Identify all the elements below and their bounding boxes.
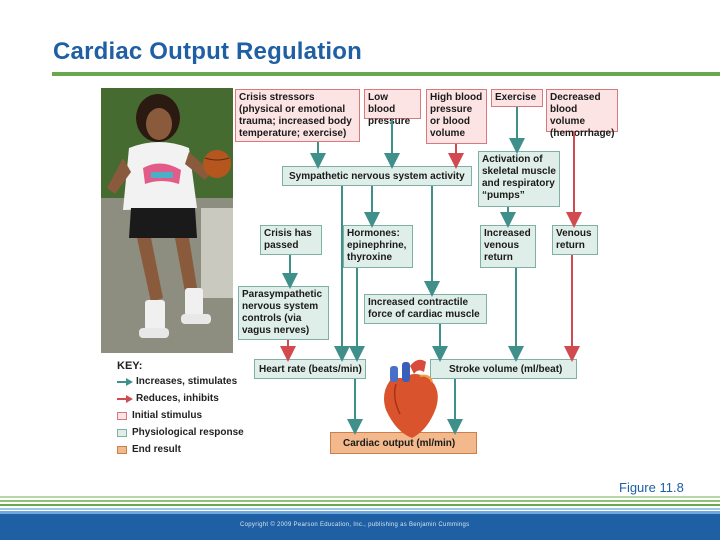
key-label-end: End result	[132, 444, 181, 455]
node-contractile-force: Increased contractile force of cardiac muscle	[364, 294, 487, 324]
node-hormones: Hormones: epinephrine, thyroxine	[343, 225, 413, 268]
key-label-increases: Increases, stimulates	[136, 376, 238, 387]
key-item-initial	[117, 410, 202, 421]
node-cardiac-output: Cardiac output (ml/min)	[330, 432, 477, 454]
copyright-text: Copyright © 2009 Pearson Education, Inc., publishing as Benjamin Cummings	[240, 522, 470, 528]
footer-stripes	[0, 496, 720, 514]
node-low-blood-pressure: Low blood pressure	[364, 89, 421, 119]
key-label-initial: Initial stimulus	[132, 410, 203, 421]
key-title: KEY:	[117, 360, 143, 372]
page-title: Cardiac Output Regulation	[53, 38, 363, 65]
node-increased-venous-return: Increased venous return	[480, 225, 536, 268]
node-decreased-blood-volume: Decreased blood volume (hemorrhage)	[546, 89, 618, 132]
red-arrow-icon	[117, 395, 133, 403]
node-crisis-passed: Crisis has passed	[260, 225, 322, 255]
key-label-reduces: Reduces, inhibits	[136, 393, 219, 404]
node-stroke-volume: Stroke volume (ml/beat)	[430, 359, 577, 379]
node-high-blood-pressure: High blood pressure or blood volume	[426, 89, 487, 144]
node-exercise: Exercise	[491, 89, 543, 107]
physiological-response-swatch	[117, 429, 127, 437]
key-item-response	[117, 427, 244, 438]
heart-icon	[384, 360, 438, 438]
node-crisis-stressors: Crisis stressors (physical or emotional trauma; increased body temperature; exercise)	[235, 89, 360, 142]
key-item-reduces	[117, 393, 219, 404]
node-heart-rate: Heart rate (beats/min)	[254, 359, 366, 379]
node-sympathetic: Sympathetic nervous system activity	[282, 166, 472, 186]
node-venous-return: Venous return	[552, 225, 598, 255]
green-arrow-icon	[117, 378, 133, 386]
figure-label: Figure 11.8	[619, 480, 684, 495]
node-parasympathetic: Parasympathetic nervous system controls (via vagus nerves)	[238, 286, 329, 340]
key-item-end	[117, 444, 181, 455]
end-result-swatch	[117, 446, 127, 454]
key-item-increases	[117, 376, 237, 387]
key-label-response: Physiological response	[132, 427, 244, 438]
initial-stimulus-swatch	[117, 412, 127, 420]
node-activation-pumps: Activation of skeletal muscle and respiratory “pumps”	[478, 151, 560, 207]
